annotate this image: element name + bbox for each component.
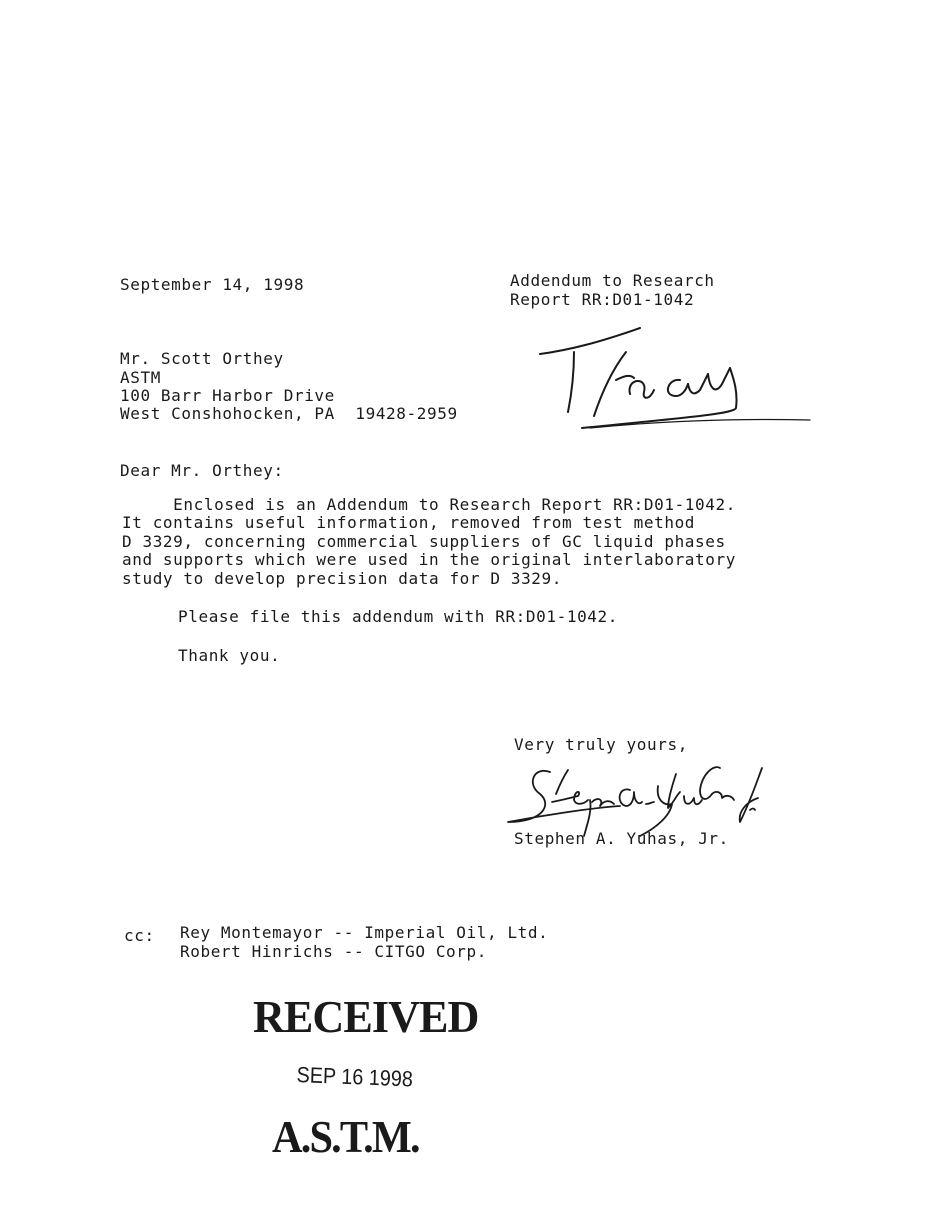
cc-recipient: Rey Montemayor -- Imperial Oil, Ltd.: [180, 923, 549, 942]
closing: Very truly yours,: [514, 735, 688, 754]
stamp-org: A.S.T.M.: [272, 1111, 419, 1162]
handwritten-annotation: [530, 320, 820, 440]
letter-date: September 14, 1998: [120, 275, 305, 294]
recipient-name: Mr. Scott Orthey: [120, 349, 284, 368]
file-note: Please file this addendum with RR:D01-1042.: [178, 607, 619, 626]
body-line: D 3329, concerning commercial suppliers of GC liquid phases: [122, 532, 726, 551]
recipient-city-line: West Conshohocken, PA 19428-2959: [120, 404, 458, 423]
body-line: and supports which were used in the original interlaboratory: [122, 550, 736, 569]
recipient-organization: ASTM: [120, 368, 161, 387]
reference-line-1: Addendum to Research: [510, 271, 715, 290]
body-line: Enclosed is an Addendum to Research Report RR:D01-1042.: [122, 495, 736, 514]
stamp-date: SEP 16 1998: [296, 1062, 414, 1092]
body-line: It contains useful information, removed from test method: [122, 513, 696, 532]
cc-label: cc:: [124, 926, 155, 945]
signer-name: Stephen A. Yuhas, Jr.: [514, 829, 729, 848]
thanks-line: Thank you.: [178, 646, 281, 665]
stamp-received: RECEIVED: [253, 991, 479, 1042]
recipient-street: 100 Barr Harbor Drive: [120, 386, 335, 405]
body-line: study to develop precision data for D 3329.: [122, 569, 563, 588]
cc-recipient: Robert Hinrichs -- CITGO Corp.: [180, 942, 487, 961]
reference-line-2: Report RR:D01-1042: [510, 290, 695, 309]
salutation: Dear Mr. Orthey:: [120, 461, 284, 480]
signature: [500, 760, 770, 840]
